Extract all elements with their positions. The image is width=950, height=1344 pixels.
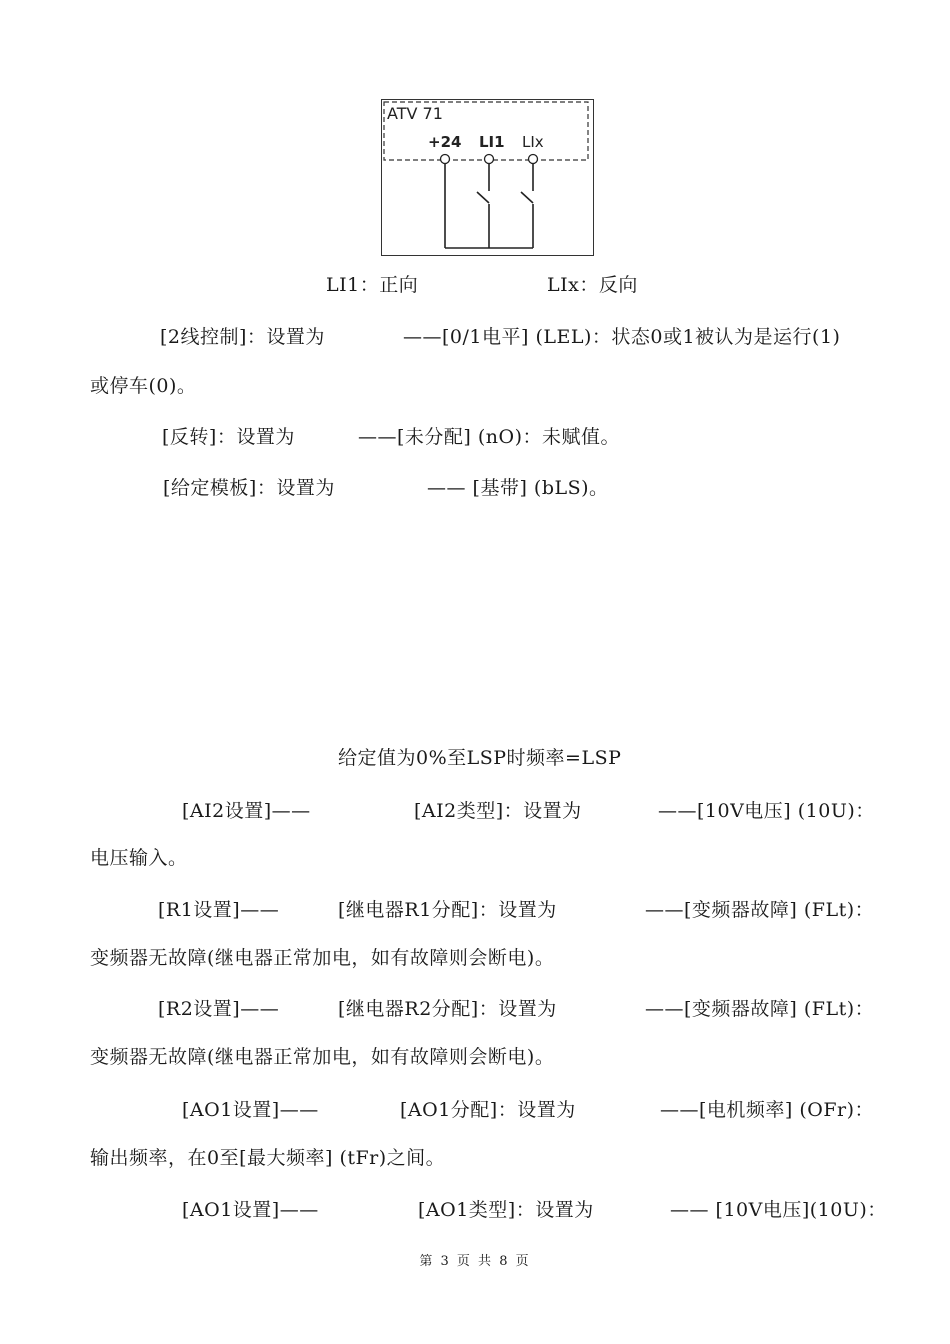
ao1-assign-c: ——[电机频率] (OFr)： <box>660 1099 875 1121</box>
r1-b: [继电器R1分配]：设置为 <box>338 899 557 921</box>
ao1-assign-b: [AO1分配]：设置为 <box>400 1099 576 1121</box>
terminal-label-lix: LIx <box>522 133 544 151</box>
ao1-assign-cont: 输出频率，在0至[最大频率] (tFr)之间。 <box>90 1147 446 1169</box>
two-wire-label: [2线控制]：设置为 <box>160 326 325 348</box>
wiring-diagram <box>381 99 594 256</box>
r1-a: [R1设置]—— <box>158 899 280 921</box>
ao1-assign-a: [AO1设置]—— <box>182 1099 319 1121</box>
ref-template-value: —— [基带] (bLS)。 <box>427 477 609 499</box>
r2-cont: 变频器无故障(继电器正常加电，如有故障则会断电)。 <box>90 1046 555 1068</box>
r2-c: ——[变频器故障] (FLt)： <box>645 998 875 1020</box>
atv71-wiring-figure <box>381 99 594 256</box>
terminal-circles <box>441 155 538 164</box>
r1-cont: 变频器无故障(继电器正常加电，如有故障则会断电)。 <box>90 947 555 969</box>
ai2-c: ——[10V电压] (10U)： <box>658 800 875 822</box>
page-footer: 第 3 页 共 8 页 <box>419 1254 531 1269</box>
ai2-a: [AI2设置]—— <box>182 800 311 822</box>
caption-lix: LIx：反向 <box>547 274 638 296</box>
r2-b: [继电器R2分配]：设置为 <box>338 998 557 1020</box>
terminal-label-24: +24 <box>428 133 462 151</box>
reverse-label: [反转]：设置为 <box>162 426 295 448</box>
two-wire-cont: 或停车(0)。 <box>90 375 197 397</box>
r1-c: ——[变频器故障] (FLt)： <box>645 899 875 921</box>
ai2-b: [AI2类型]：设置为 <box>414 800 582 822</box>
center-note: 给定值为0%至LSP时频率=LSP <box>338 747 622 769</box>
wires <box>445 164 533 248</box>
ai2-cont: 电压输入。 <box>90 847 188 869</box>
ao1-type-b: [AO1类型]：设置为 <box>418 1199 594 1221</box>
ao1-type-c: —— [10V电压](10U)： <box>670 1199 887 1221</box>
two-wire-value: ——[0/1电平] (LEL)：状态0或1被认为是运行(1) <box>403 326 841 348</box>
ao1-type-a: [AO1设置]—— <box>182 1199 319 1221</box>
ref-template-label: [给定模板]：设置为 <box>163 477 335 499</box>
r2-a: [R2设置]—— <box>158 998 280 1020</box>
caption-li1: LI1：正向 <box>326 274 419 296</box>
reverse-value: ——[未分配] (nO)：未赋值。 <box>358 426 621 448</box>
figure-title: ATV 71 <box>387 104 443 123</box>
terminal-label-li1: LI1 <box>479 133 505 151</box>
